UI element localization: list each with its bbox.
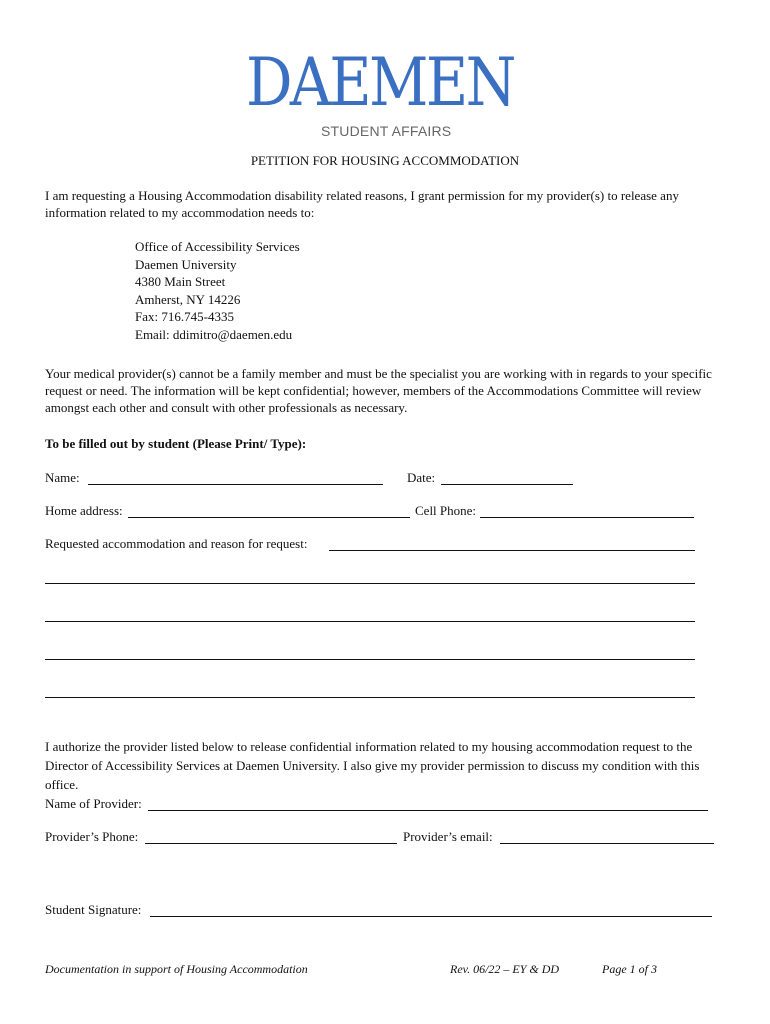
footer-revision: Rev. 06/22 – EY & DD	[450, 962, 560, 976]
name-field[interactable]	[88, 484, 383, 485]
address-office: Office of Accessibility Services	[135, 239, 300, 254]
provider-note-paragraph: Your medical provider(s) cannot be a family member and must be the specialist you are working with in regards to your specific request or need. The information will be kept confidential; however, members of the Accommodations Committee will review amongst each other and consult with other professionals as necessary.	[45, 366, 712, 415]
request-field[interactable]	[329, 550, 695, 551]
address-university: Daemen University	[135, 256, 237, 272]
signature-label: Student Signature:	[45, 902, 142, 917]
request-label: Requested accommodation and reason for request:	[45, 536, 308, 551]
provider-name-label: Name of Provider:	[45, 796, 142, 811]
footer-page-number: Page 1 of 3	[602, 962, 657, 976]
address-city: Amherst, NY 14226	[135, 291, 241, 307]
home-address-field[interactable]	[128, 517, 410, 518]
address-email: Email: ddimitro@daemen.edu	[135, 326, 293, 342]
authorization-paragraph: I authorize the provider listed below to release confidential information related to my housing accommodation request to the Director of Accessibility Services at Daemen University. I also give my provider permission to discuss my condition with this office.	[45, 739, 700, 792]
address-fax: Fax: 716.745-4335	[135, 309, 234, 324]
student-section-heading: To be filled out by student (Please Print/ Type):	[45, 436, 307, 451]
request-line-4[interactable]	[45, 659, 695, 660]
address-street: 4380 Main Street	[135, 274, 226, 289]
signature-field[interactable]	[150, 916, 712, 917]
logo-subtitle: STUDENT AFFAIRS	[321, 123, 452, 139]
provider-phone-label: Provider’s Phone:	[45, 829, 139, 844]
date-label: Date:	[407, 470, 436, 485]
page-title: PETITION FOR HOUSING ACCOMMODATION	[250, 153, 520, 168]
request-line-5[interactable]	[45, 697, 695, 698]
home-address-label: Home address:	[45, 503, 123, 518]
request-line-3[interactable]	[45, 621, 695, 622]
logo-wordmark: DAEMEN	[246, 44, 514, 121]
footer-document-title: Documentation in support of Housing Accommodation	[45, 962, 308, 976]
intro-paragraph: I am requesting a Housing Accommodation disability related reasons, I grant permission for my provider(s) to release any information related to my accommodation needs to:	[45, 188, 679, 220]
cell-phone-label: Cell Phone:	[415, 503, 477, 518]
provider-phone-field[interactable]	[145, 843, 397, 844]
provider-email-field[interactable]	[500, 843, 714, 844]
address-block	[135, 238, 300, 343]
cell-phone-field[interactable]	[480, 517, 694, 518]
provider-name-field[interactable]	[148, 810, 708, 811]
date-field[interactable]	[441, 484, 573, 485]
name-label: Name:	[45, 470, 80, 485]
request-line-2[interactable]	[45, 583, 695, 584]
daemen-logo	[246, 44, 526, 139]
provider-email-label: Provider’s email:	[403, 829, 493, 844]
